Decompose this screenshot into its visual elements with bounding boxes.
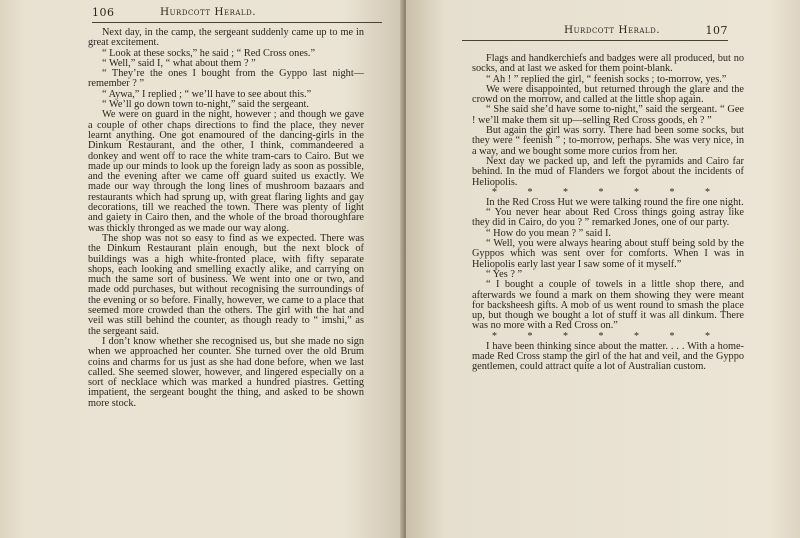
paragraph: We were on guard in the night, however ; and though we gave a couple of other chaps directions to find the place, they never learnt anything. One got enamoured of the dancing-girls in the Dinkum Restaurant, and the other, I think, commandeered a donkey and went off to race the white tram-cars to Cairo. But we made up our minds to look up the foreign lady as soon as possible, and the evening after we came off guard suited us exactly. We made our way through the long lines of mushroom bazaars and restaurants which had sprung up, with great flaring lights and gay decorations, till we reached the town. There was plenty of light and gaiety in Cairo then, and the whole of the broad thoroughfare was thickly thronged as we made our way along. [88, 109, 364, 234]
right-running-header [462, 24, 728, 40]
paragraph: “ Yes ? ” [486, 268, 523, 280]
section-divider: * * * * * * * [492, 186, 724, 198]
section-divider: * * * * * * * [492, 330, 724, 342]
paragraph: “ She said she’d have some to-night,” said the sergeant. “ Gee ! we’ll make them sit up—selling Red Cross goods, eh ? ” [472, 104, 744, 126]
right-header-rule [462, 40, 728, 41]
paragraph: Next day we packed up, and left the pyramids and Cairo far behind. In the mud of Flanders we forgot about the incidents of Heliopolis. [472, 155, 744, 188]
right-page-number: 107 [705, 24, 728, 37]
paragraph: “ Well, you were always hearing about stuff being sold by the Gyppos which was sent over for comforts. When I was in Heliopolis early last year I saw some of it myself.” [472, 238, 744, 270]
paragraph: We were disappointed, but returned through the glare and the crowd on the morrow, and called at the little shop again. [472, 83, 744, 106]
paragraph: “ Look at these socks,” he said ; “ Red Cross ones.” [102, 47, 316, 59]
left-running-head-title: Hurdcott Herald. [160, 6, 257, 18]
left-header-rule [92, 22, 382, 23]
paragraph: “ Aywa,” I replied ; “ we’ll have to see about this.” [102, 88, 312, 100]
left-running-header [92, 6, 386, 22]
paragraph: I have been thinking since about the matter. . . . With a home-made Red Cross stamp the girl of the hat and veil, and the Gyppo gentlemen, could attract quite a lot of Australian custom. [472, 340, 744, 373]
paragraph: “ Well,” said I, “ what about them ? ” [102, 57, 256, 69]
paragraph: “ How do you mean ? ” said I. [486, 227, 611, 239]
right-running-head-title: Hurdcott Herald. [564, 24, 661, 36]
right-body-text [472, 54, 744, 373]
paragraph: I don’t know whether she recognised us, but she made no sign when we approached her counter. She turned over the old Brum coins and charms for us just as she had done before, when we last called. She seemed slower, however, and lingered especially on a sort of necklace which was marked a hundred piastres. Getting impatient, the sergeant bought the thing, and asked to be shown more stock. [88, 335, 364, 409]
left-body-text [88, 28, 364, 409]
paragraph: “ You never hear about Red Cross things going astray like they did in Cairo, do you ? ” remarked Jones, one of our party. [472, 207, 744, 229]
paragraph: But again the girl was sorry. There had been some socks, but they were “ feenish ” ; to-morrow, perhaps. She was very nice, in a way, and we bought some more curios from her. [472, 125, 744, 157]
paragraph: “ Ah ! ” replied the girl, “ feenish socks ; to-morrow, yes.” [486, 73, 727, 85]
paragraph: Next day, in the camp, the sergeant suddenly came up to me in great excitement. [88, 27, 364, 49]
left-page-number: 106 [92, 6, 115, 19]
paragraph: Flags and handkerchiefs and badges were all produced, but no socks, and at last we asked for them point-blank. [472, 53, 744, 75]
paragraph: “ We’ll go down town to-night,” said the sergeant. [102, 99, 309, 111]
paragraph: “ I bought a couple of towels in a little shop there, and afterwards we found a mark on them showing they were meant for backsheesh gifts. A mob of us went round to smash the place up, but though we bought a lot of stuff it was all dinkum. There was no more with a Red Cross on.” [472, 279, 744, 332]
right-page [406, 0, 800, 538]
paragraph: “ They’re the ones I bought from the Gyppo last night—remember ? ” [88, 68, 364, 90]
paragraph: In the Red Cross Hut we were talking round the fire one night. [486, 196, 744, 208]
paragraph: The shop was not so easy to find as we expected. There was the Dinkum Restaurant plain enough, but the next block of buildings was a high white-fronted place, with fifty separate shops, each looking and smelling exactly alike, and carrying on much the same sort of business. We went into one or two, and made odd purchases, but without recognising the surroundings of the evening or so before. Finally, however, we came to a place that seemed more crowded than the others. The girl with the hat and veil was still behind the counter, as though ready to “ imshi,” as the sergeant said. [88, 232, 364, 337]
